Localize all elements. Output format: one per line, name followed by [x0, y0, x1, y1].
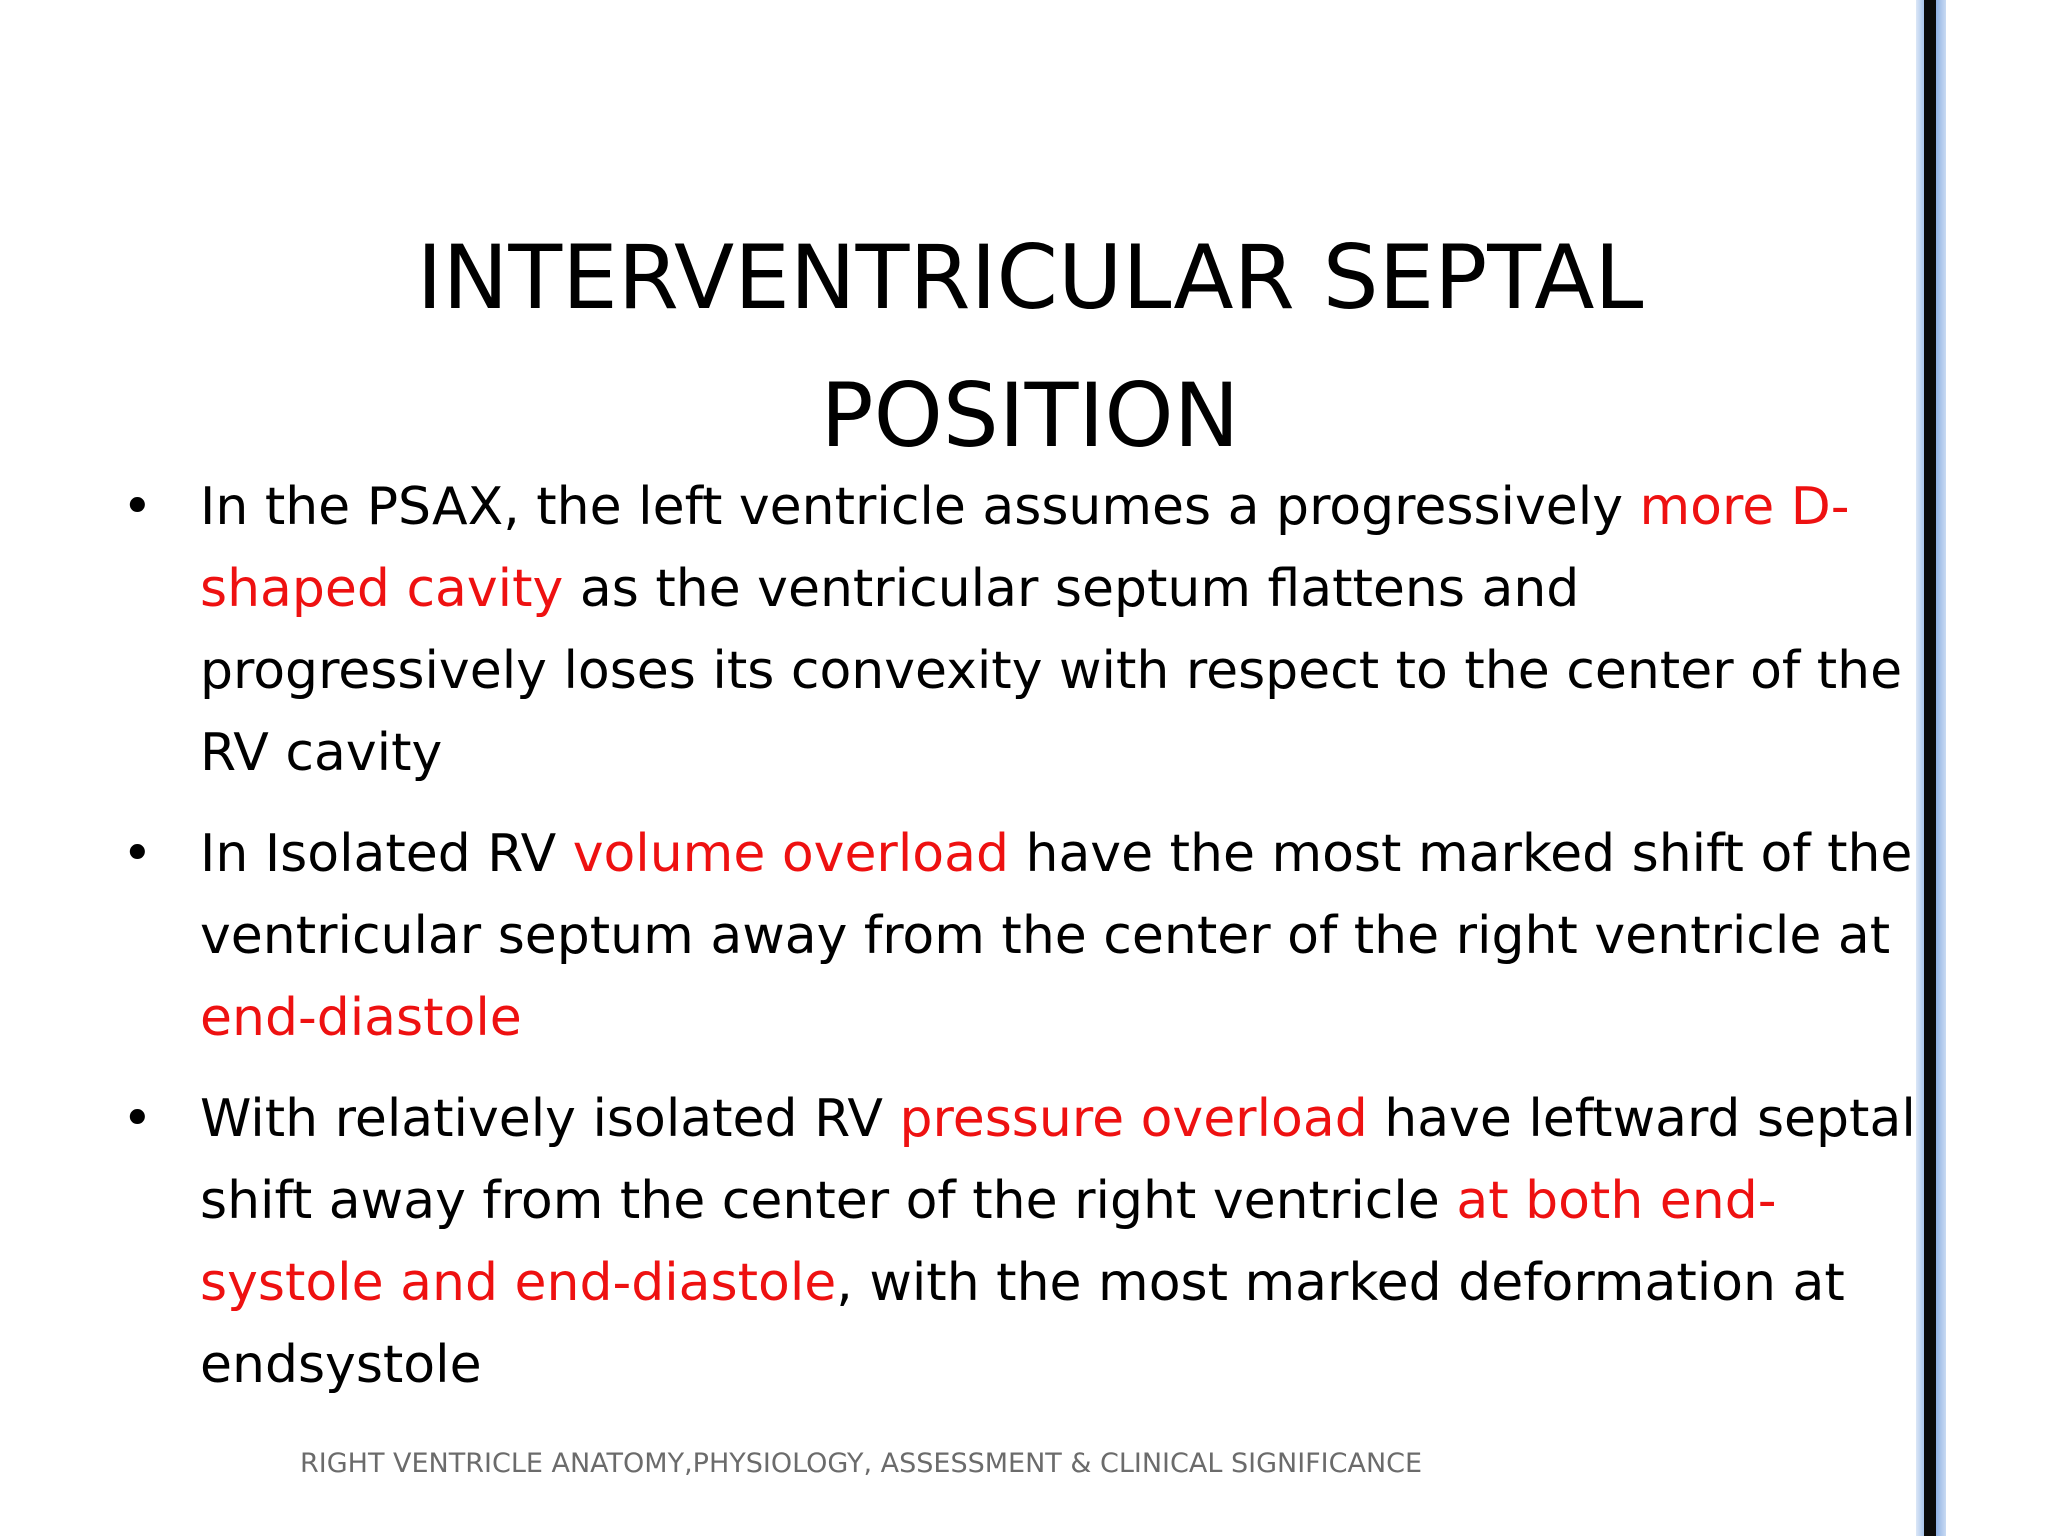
- bullet-text: as the ventricular septum flattens and progressively loses its convexity with respect to the center of the RV cavity: [200, 559, 1903, 783]
- highlight-text: volume overload: [572, 824, 1009, 884]
- bullet-text: , with the most marked deformation at endsystole: [200, 1253, 1845, 1395]
- bullet-text: have the most marked shift of the ventricular septum away from the center of the right ventricle at: [200, 824, 1913, 966]
- title-line-1: INTERVENTRICULAR SEPTAL: [416, 225, 1644, 329]
- bullet-icon: •: [122, 1089, 153, 1149]
- title-line-2: POSITION: [820, 363, 1240, 467]
- bullet-text: In the PSAX, the left ventricle assumes a progressively: [200, 477, 1640, 537]
- highlight-text: pressure overload: [899, 1089, 1368, 1149]
- slide-title: [130, 209, 1930, 485]
- bullet-item-volume-overload: [120, 813, 1920, 1059]
- bullet-item-psax: [120, 466, 1920, 794]
- slide-footer: RIGHT VENTRICLE ANATOMY,PHYSIOLOGY, ASSESSMENT & CLINICAL SIGNIFICANCE: [300, 1448, 1423, 1479]
- border-stripe-blue: [1936, 0, 1946, 1536]
- highlight-text: end-diastole: [200, 988, 522, 1048]
- bullet-text: have leftward septal shift away from the center of the right ventricle: [200, 1089, 1916, 1231]
- bullet-text: With relatively isolated RV: [200, 1089, 900, 1149]
- highlight-text: at both end-systole and end-diastole: [200, 1171, 1777, 1313]
- bullet-item-pressure-overload: [120, 1078, 1920, 1406]
- bullet-text: In Isolated RV: [200, 824, 573, 884]
- highlight-text: more D-shaped cavity: [200, 477, 1850, 619]
- bullet-icon: •: [122, 824, 153, 884]
- bullet-icon: •: [122, 477, 153, 537]
- bullet-list: [120, 466, 1920, 1425]
